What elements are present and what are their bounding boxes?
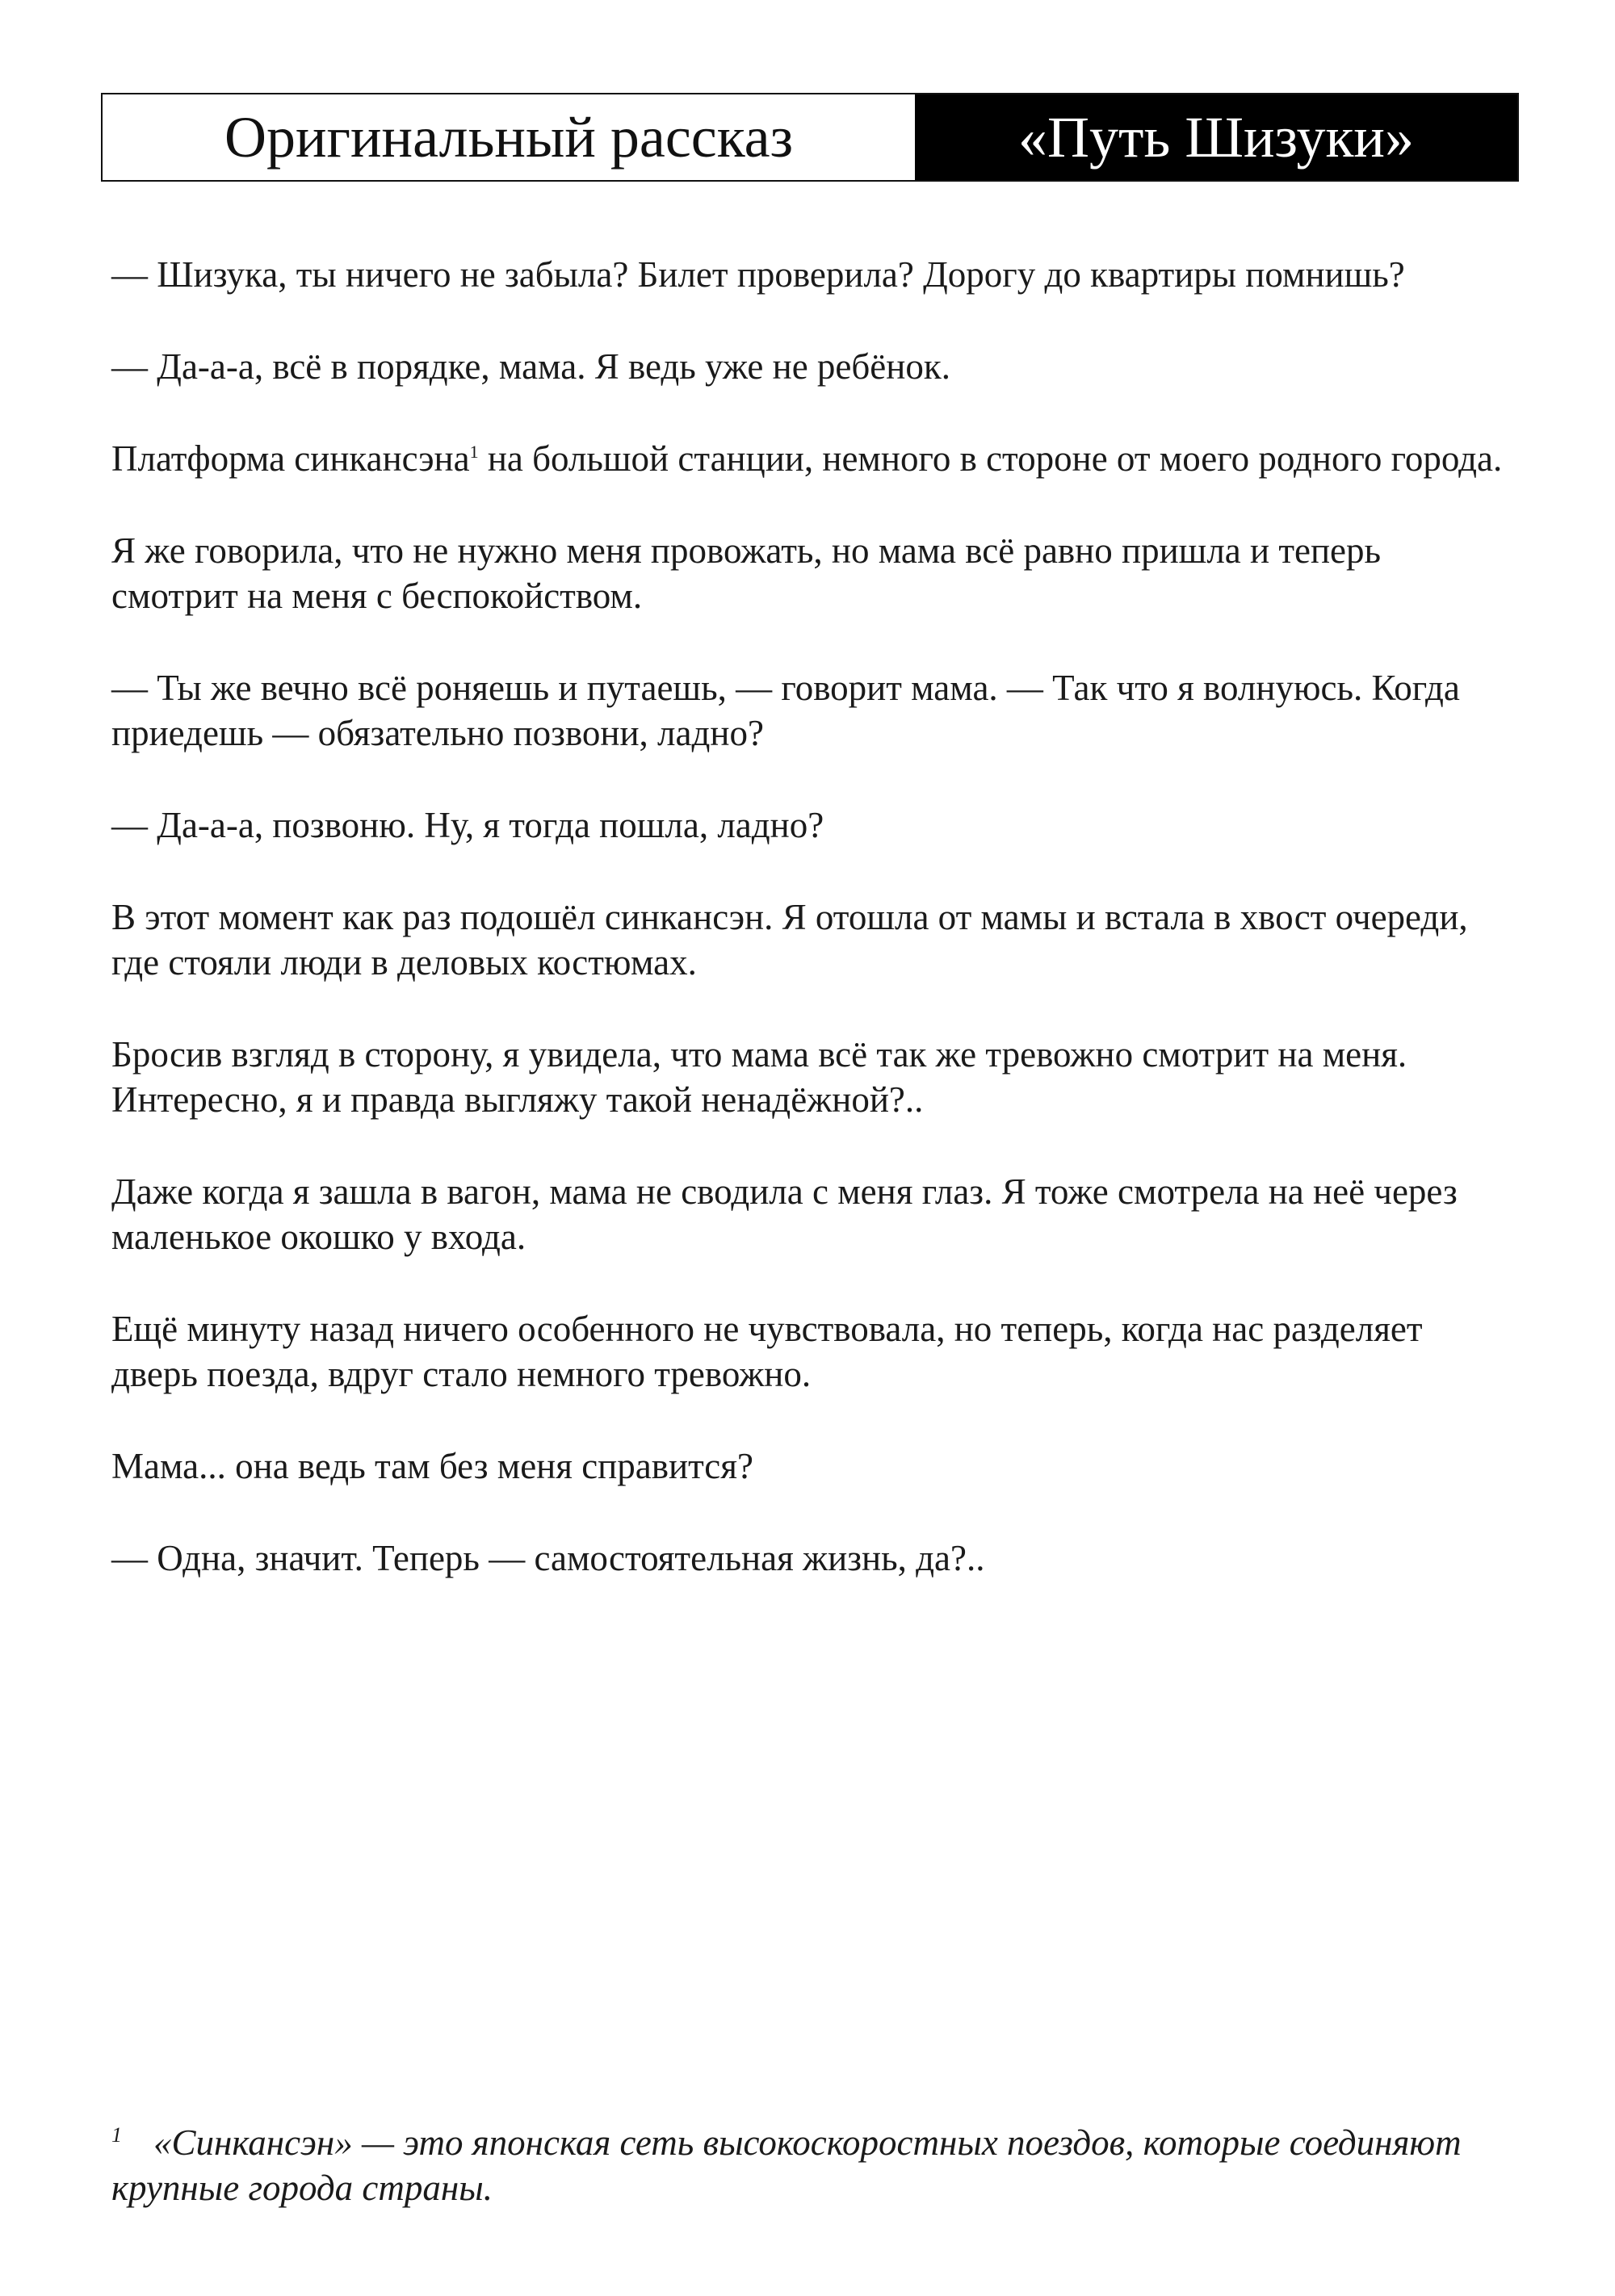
title-banner (101, 93, 1519, 182)
paragraph: В этот момент как раз подошёл синкансэн. Я отошла от мамы и встала в хвост очереди, где стояли люди в деловых костюмах. (111, 897, 1468, 983)
paragraph: — Да-а-а, всё в порядке, мама. Я ведь уже не ребёнок. (111, 346, 950, 387)
paragraph: Бросив взгляд в сторону, я увидела, что мама всё так же тревожно смотрит на меня. Интересно, я и правда выгляжу такой ненадёжной?.. (111, 1034, 1407, 1120)
paragraph: Я же говорила, что не нужно меня провожать, но мама всё равно пришла и теперь смотрит на меня с беспокойством. (111, 530, 1382, 616)
series-title: Оригинальный рассказ (103, 94, 915, 180)
paragraph: — Ты же вечно всё роняешь и путаешь, — говорит мама. — Так что я волнуюсь. Когда приедешь — обязательно позвони, ладно? (111, 668, 1460, 753)
story-text (111, 252, 1516, 1628)
paragraph: Даже когда я зашла в вагон, мама не сводила с меня глаз. Я тоже смотрела на неё через маленькое окошко у входа. (111, 1171, 1458, 1257)
paragraph: Мама... она ведь там без меня справится? (111, 1446, 753, 1486)
footnote-text: «Синкансэн» — это японская сеть высокоскоростных поездов, которые соединяют крупные города страны. (111, 2122, 1462, 2208)
footnote: 1 «Синкансэн» — это японская сеть высокоскоростных поездов, которые соединяют крупные города страны. (111, 2122, 1462, 2208)
story-title: «Путь Шизуки» (915, 94, 1517, 180)
paragraph: — Одна, значит. Теперь — самостоятельная жизнь, да?.. (111, 1538, 985, 1578)
paragraph: — Да-а-а, позвоню. Ну, я тогда пошла, ладно? (111, 805, 824, 845)
footnote-reference: 1 (469, 442, 479, 462)
paragraph: — Шизука, ты ничего не забыла? Билет проверила? Дорогу до квартиры помнишь? (111, 254, 1405, 295)
paragraph: Ещё минуту назад ничего особенного не чувствовала, но теперь, когда нас разделяет дверь поезда, вдруг стало немного тревожно. (111, 1309, 1423, 1394)
paragraph-with-footnote-ref (111, 436, 1516, 481)
paragraph-text: на большой станции, немного в стороне от моего родного города. (478, 438, 1503, 479)
paragraph-text: Платформа синкансэна (111, 438, 470, 479)
